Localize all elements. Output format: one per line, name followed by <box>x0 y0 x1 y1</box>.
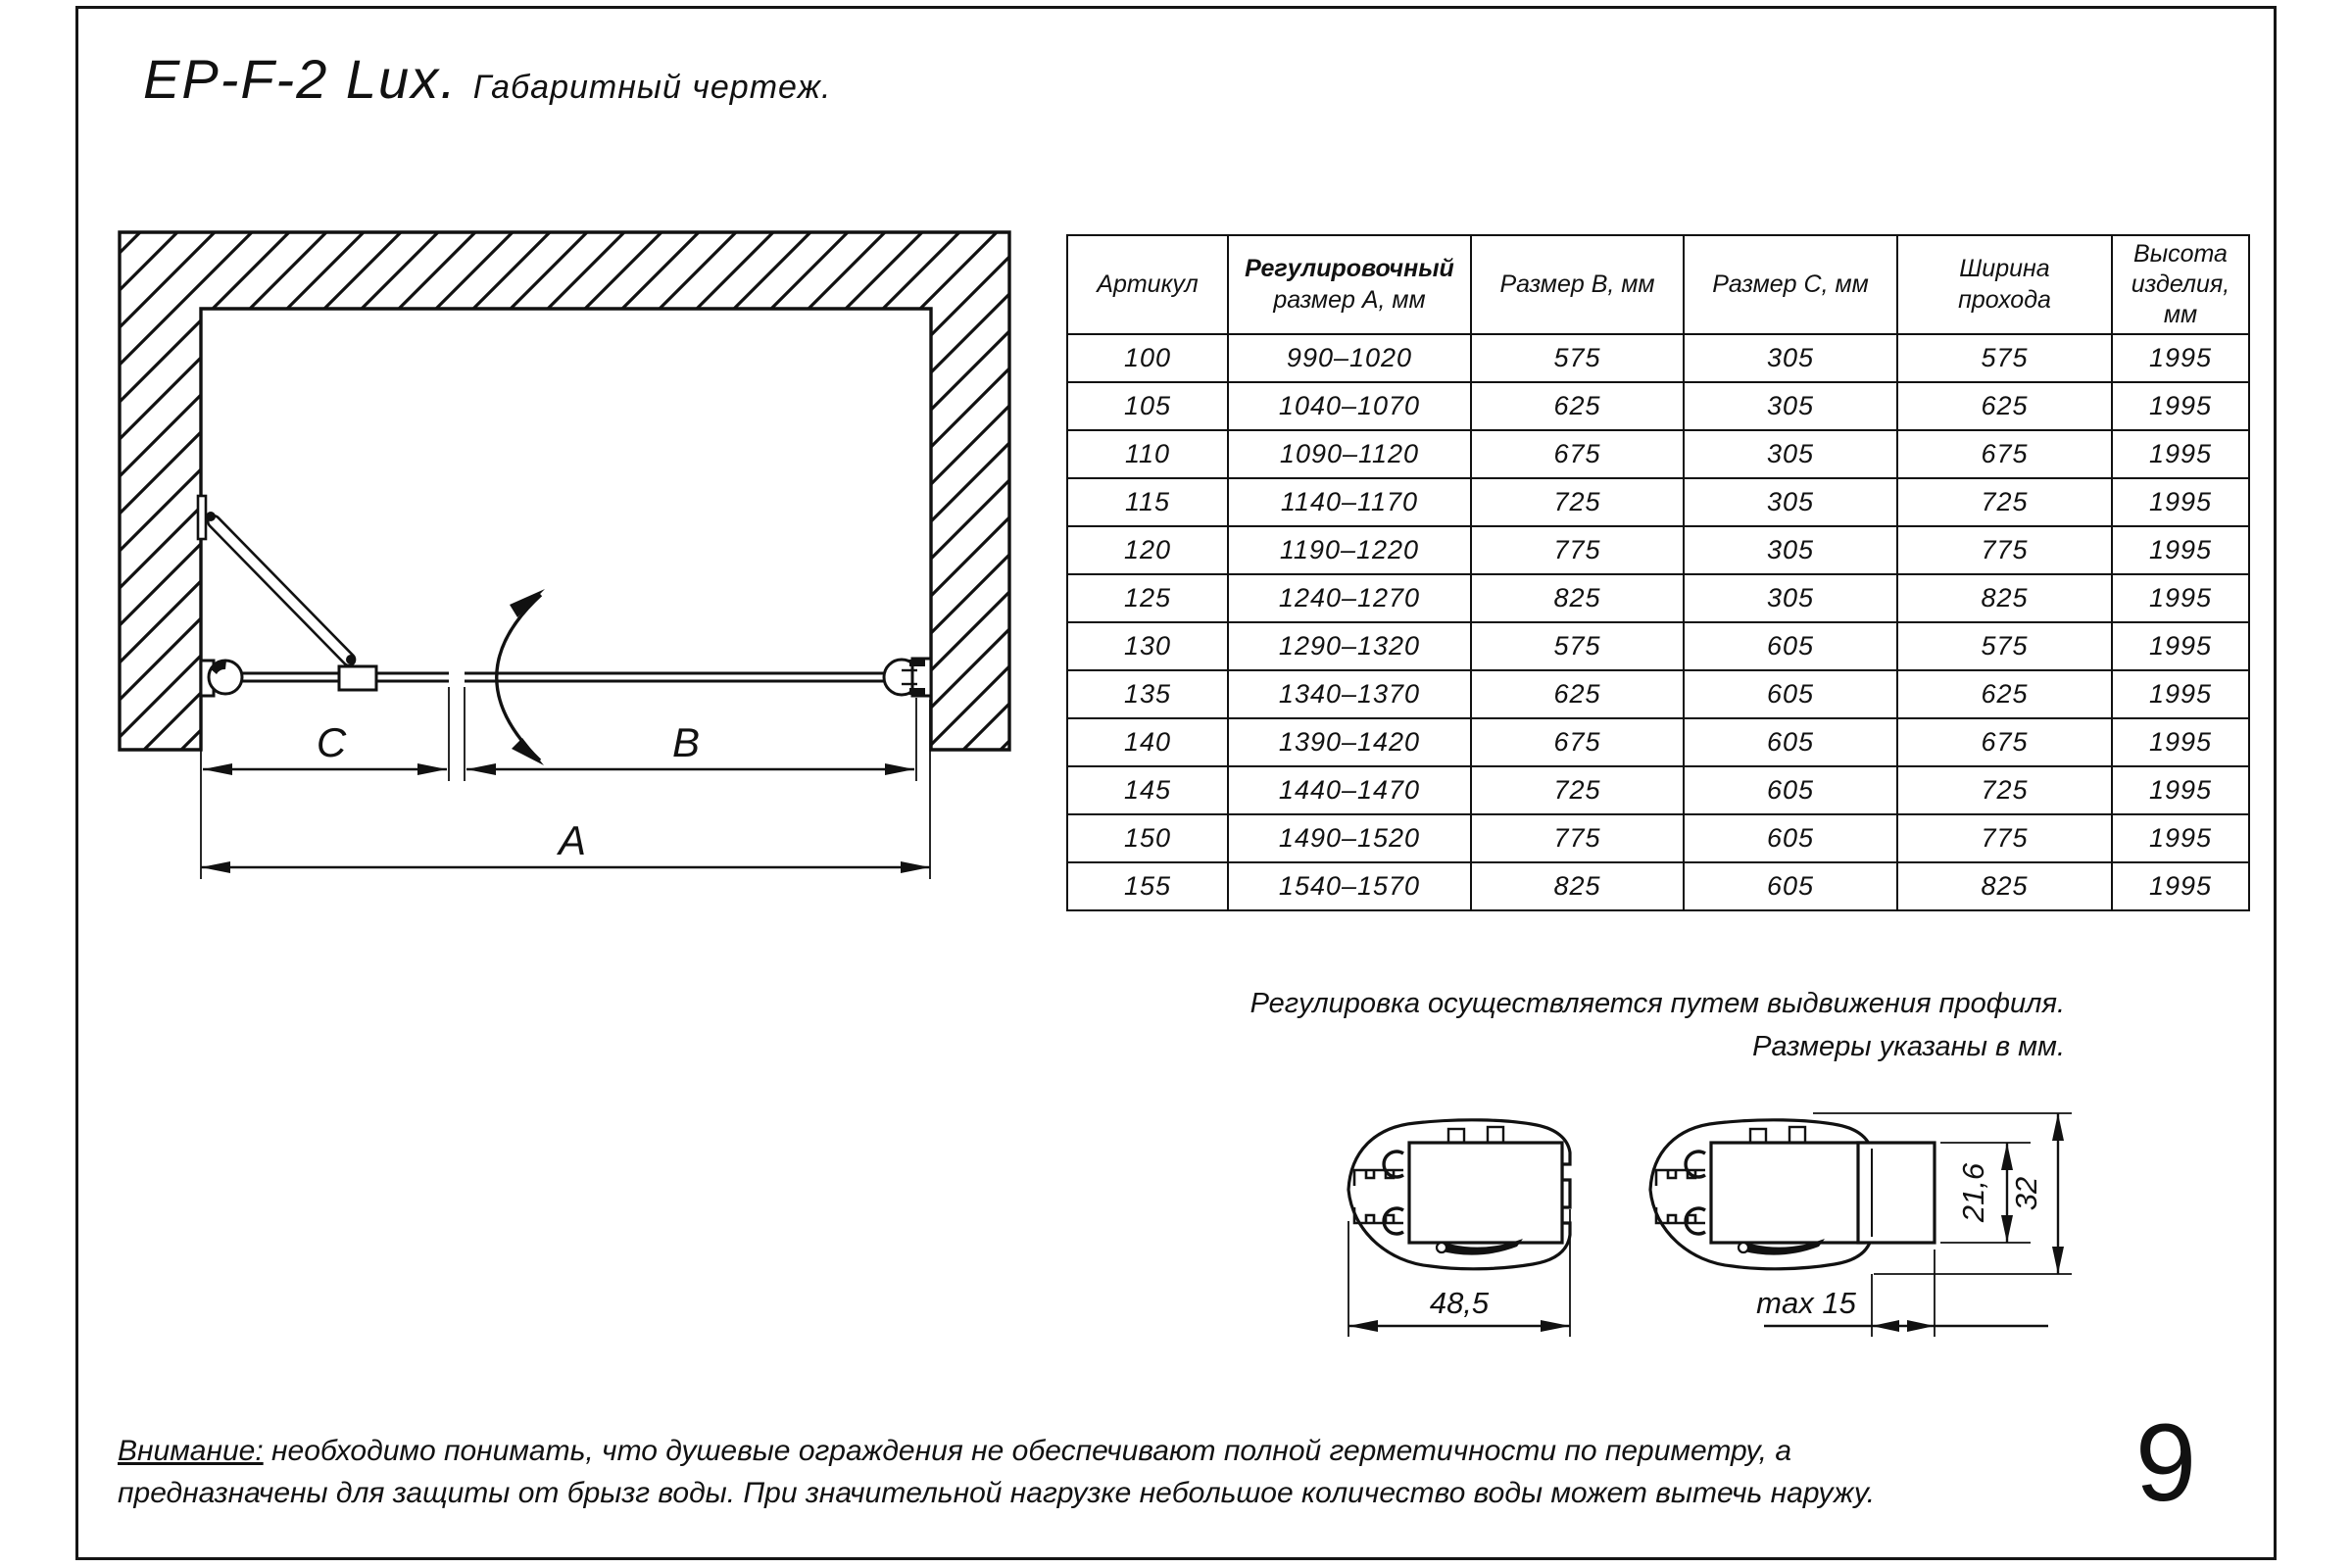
table-cell: 145 <box>1067 766 1228 814</box>
table-cell: 1240–1270 <box>1228 574 1471 622</box>
table-cell: 140 <box>1067 718 1228 766</box>
table-cell: 305 <box>1684 430 1897 478</box>
table-cell: 575 <box>1897 334 2112 382</box>
table-cell: 825 <box>1897 574 2112 622</box>
left-wall-profile-fitting <box>201 661 242 696</box>
table-cell: 605 <box>1684 766 1897 814</box>
table-cell: 605 <box>1684 862 1897 910</box>
support-bar <box>198 496 358 668</box>
table-cell: 725 <box>1897 478 2112 526</box>
table-row <box>1067 670 2249 718</box>
table-cell: 1995 <box>2112 382 2249 430</box>
table-cell: 1995 <box>2112 574 2249 622</box>
table-cell: 605 <box>1684 622 1897 670</box>
profile-height-label: 32 <box>2009 1176 2043 1211</box>
table-cell: 605 <box>1684 670 1897 718</box>
table-cell: 675 <box>1897 718 2112 766</box>
table-cell: 725 <box>1897 766 2112 814</box>
table-cell: 1995 <box>2112 478 2249 526</box>
table-cell: 1190–1220 <box>1228 526 1471 574</box>
table-cell: 305 <box>1684 334 1897 382</box>
table-cell: 1995 <box>2112 334 2249 382</box>
table-cell: 1995 <box>2112 862 2249 910</box>
table-cell: 675 <box>1471 430 1684 478</box>
table-cell: 1090–1120 <box>1228 430 1471 478</box>
table-row <box>1067 718 2249 766</box>
dim-label-c: C <box>316 719 347 765</box>
col-header-size-a <box>1228 235 1471 334</box>
table-cell: 825 <box>1897 862 2112 910</box>
table-cell: 1995 <box>2112 670 2249 718</box>
table-cell: 1440–1470 <box>1228 766 1471 814</box>
door-swing-arc <box>497 589 545 765</box>
table-cell: 725 <box>1471 478 1684 526</box>
dimension-b <box>466 719 914 775</box>
table-cell: 625 <box>1471 382 1684 430</box>
warning-text: необходимо понимать, что душевые ограждения не обеспечивают полной герметичности по периметру, а предназначены для защиты от брызг воды. При значительной нагрузке небольшое количество воды может вытечь наружу. <box>118 1435 1876 1509</box>
table-cell: 1390–1420 <box>1228 718 1471 766</box>
table-cell: 825 <box>1471 862 1684 910</box>
table-cell: 605 <box>1684 814 1897 862</box>
dim-label-a: A <box>558 817 587 863</box>
table-cell: 115 <box>1067 478 1228 526</box>
table-cell: 575 <box>1471 622 1684 670</box>
table-row <box>1067 574 2249 622</box>
table-cell: 1995 <box>2112 622 2249 670</box>
table-cell: 110 <box>1067 430 1228 478</box>
table-cell: 1540–1570 <box>1228 862 1471 910</box>
table-row <box>1067 334 2249 382</box>
table-cell: 605 <box>1684 718 1897 766</box>
col-header-size-c: Размер С, мм <box>1684 235 1897 334</box>
table-cell: 775 <box>1897 526 2112 574</box>
table-cell: 130 <box>1067 622 1228 670</box>
spec-table-body <box>1067 334 2249 910</box>
col-header-product-height: Высота изделия, мм <box>2112 235 2249 334</box>
table-cell: 825 <box>1471 574 1684 622</box>
table-cell: 625 <box>1471 670 1684 718</box>
table-row <box>1067 526 2249 574</box>
table-cell: 775 <box>1471 526 1684 574</box>
table-cell: 575 <box>1897 622 2112 670</box>
table-cell: 775 <box>1471 814 1684 862</box>
table-cell: 155 <box>1067 862 1228 910</box>
product-name: EP-F-2 Lux. <box>143 48 458 110</box>
profile-section-right <box>1650 1113 2072 1337</box>
table-cell: 305 <box>1684 382 1897 430</box>
page-number: 9 <box>2134 1401 2197 1524</box>
table-cell: 1995 <box>2112 766 2249 814</box>
table-cell: 990–1020 <box>1228 334 1471 382</box>
table-cell: 675 <box>1897 430 2112 478</box>
table-cell: 135 <box>1067 670 1228 718</box>
table-cell: 150 <box>1067 814 1228 862</box>
profile-channel-label: 21,6 <box>1956 1162 1990 1223</box>
table-cell: 625 <box>1897 382 2112 430</box>
table-cell: 1995 <box>2112 814 2249 862</box>
units-note: Размеры указаны в мм. <box>1752 1031 2065 1062</box>
table-cell: 125 <box>1067 574 1228 622</box>
col-header-passage-width: Ширина прохода <box>1897 235 2112 334</box>
table-row <box>1067 862 2249 910</box>
table-cell: 305 <box>1684 526 1897 574</box>
adjustment-note: Регулировка осуществляется путем выдвижения профиля. <box>1250 988 2065 1019</box>
table-row <box>1067 814 2249 862</box>
col-header-size-a-line2: размер А, мм <box>1273 285 1426 314</box>
table-cell: 120 <box>1067 526 1228 574</box>
table-cell: 1040–1070 <box>1228 382 1471 430</box>
warning-label: Внимание: <box>118 1435 264 1467</box>
table-cell: 1995 <box>2112 718 2249 766</box>
table-row <box>1067 382 2249 430</box>
table-row <box>1067 478 2249 526</box>
table-cell: 1995 <box>2112 430 2249 478</box>
table-cell: 1140–1170 <box>1228 478 1471 526</box>
table-cell: 675 <box>1471 718 1684 766</box>
table-cell: 575 <box>1471 334 1684 382</box>
table-cell: 1290–1320 <box>1228 622 1471 670</box>
spec-table-header-row <box>1067 235 2249 334</box>
dimension-c <box>203 719 447 775</box>
table-cell: 305 <box>1684 574 1897 622</box>
table-cell: 1490–1520 <box>1228 814 1471 862</box>
col-header-size-b: Размер В, мм <box>1471 235 1684 334</box>
table-cell: 1340–1370 <box>1228 670 1471 718</box>
profile-width-label: 48,5 <box>1429 1286 1490 1320</box>
table-row <box>1067 622 2249 670</box>
table-row <box>1067 766 2249 814</box>
table-cell: 100 <box>1067 334 1228 382</box>
table-cell: 775 <box>1897 814 2112 862</box>
warning-paragraph <box>118 1431 1980 1514</box>
profile-section-left <box>1348 1120 1570 1337</box>
table-cell: 1995 <box>2112 526 2249 574</box>
dimension-a <box>201 817 930 873</box>
table-cell: 105 <box>1067 382 1228 430</box>
table-cell: 725 <box>1471 766 1684 814</box>
col-header-article: Артикул <box>1067 235 1228 334</box>
table-cell: 625 <box>1897 670 2112 718</box>
plan-view <box>120 232 1009 879</box>
table-row <box>1067 430 2249 478</box>
table-cell: 305 <box>1684 478 1897 526</box>
dim-label-b: B <box>671 719 701 765</box>
title-subtitle: Габаритный чертеж. <box>472 69 832 106</box>
col-header-size-a-line1: Регулировочный <box>1245 255 1454 283</box>
hinge-block <box>339 666 376 690</box>
profile-max-label: max 15 <box>1756 1286 1856 1320</box>
spec-table <box>1066 234 2250 911</box>
right-wall-profile-fitting <box>884 659 931 696</box>
